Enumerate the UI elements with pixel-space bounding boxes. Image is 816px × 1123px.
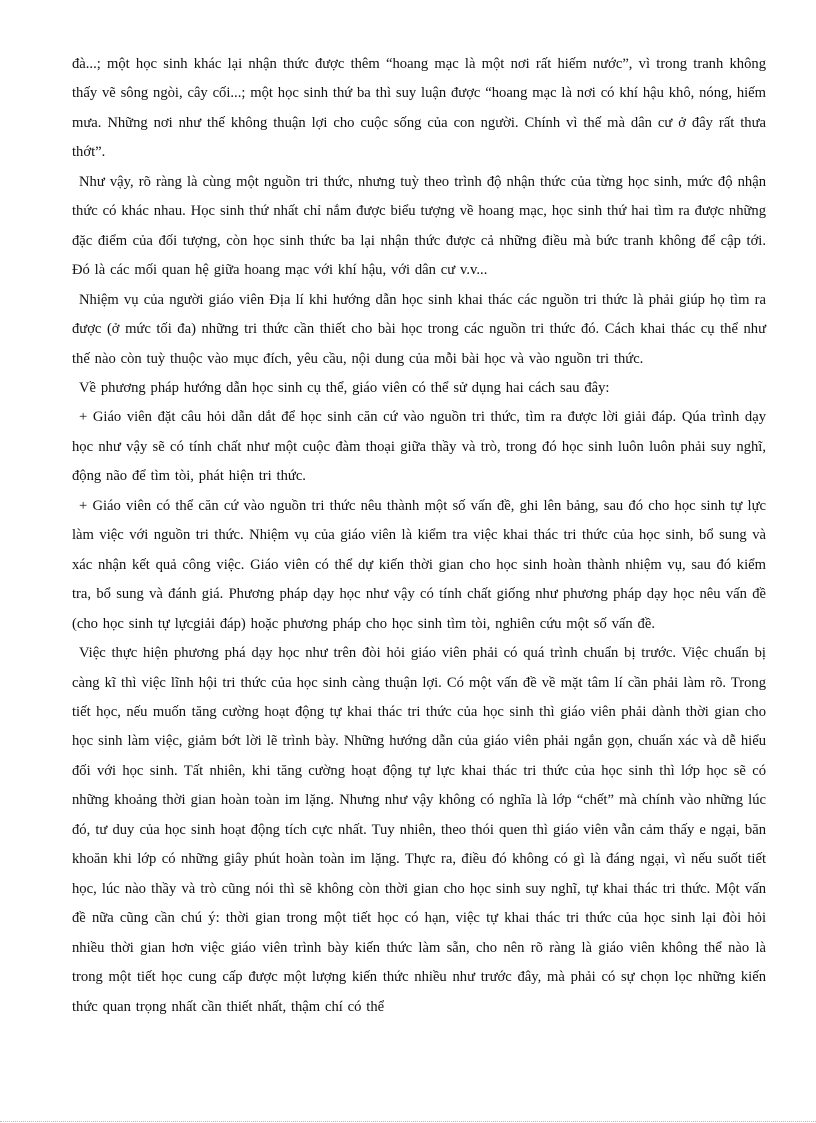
paragraph-6: + Giáo viên có thể căn cứ vào nguồn tri thức nêu thành một số vấn đề, ghi lên bảng, sau đó cho học sinh tự lực làm việc với nguồn tri thức. Nhiệm vụ của giáo viên là kiểm tra việc khai thác tri thức của học sinh, bổ sung và xác nhận kết quả công việc. Giáo viên có thể dự kiến thời gian cho học sinh hoàn thành nhiệm vụ, sau đó kiểm tra, bổ sung và đánh giá. Phương pháp dạy học như vậy có tính chất giống như phương pháp dạy học nêu vấn đề (cho học sinh tự lựcgiải đáp) hoặc phương pháp cho học sinh tìm tòi, nghiên cứu một số vấn đề. [72, 497, 766, 632]
paragraph-7: Việc thực hiện phương phá dạy học như trên đòi hỏi giáo viên phải có quá trình chuẩn bị trước. Việc chuẩn bị càng kĩ thì việc lĩnh hội tri thức của học sinh càng thuận lợi. Có một vấn đề về mặt tâm lí cần phải làm rõ. Trong tiết học, nếu muốn tăng cường hoạt động tự khai thác tri thức của học sinh thì giáo viên phải dành thời gian cho học sinh làm việc, giảm bớt lời lẽ trình bày. Những hướng dẫn của giáo viên phải ngắn gọn, chuẩn xác và dễ hiểu đối với học sinh. Tất nhiên, khi tăng cường hoạt động tự lực khai thác tri thức của học sinh thì lớp học sẽ có những khoảng thời gian hoàn toàn im lặng. Nhưng như vậy không có nghĩa là lớp “chết” mà chính vào những lúc đó, tư duy của học sinh hoạt động tích cực nhất. Tuy nhiên, theo thói quen thì giáo viên vẫn cảm thấy e ngại, băn khoăn khi lớp có những giây phút hoàn toàn im lặng. Thực ra, điều đó không có gì là đáng ngại, vì nếu suốt tiết học, lúc nào thầy và trò cũng nói thì sẽ không còn thời gian cho học sinh suy nghĩ, tự khai thác tri thức. Một vấn đề nữa cũng cần chú ý: thời gian trong một tiết học có hạn, việc tự khai thác tri thức của học sinh lại đòi hỏi nhiều thời gian hơn việc giáo viên trình bày kiến thức làm sẵn, cho nên rõ ràng là giáo viên không thể nào là trong một tiết học cung cấp được một lượng kiến thức nhiều như trước đây, mà phải có sự chọn lọc những kiến thức quan trọng nhất cần thiết nhất, thậm chí có thể [72, 645, 766, 1015]
paragraph-3: Nhiệm vụ của người giáo viên Địa lí khi hướng dẫn học sinh khai thác các nguồn tri thức là phải giúp họ tìm ra được (ở mức tối đa) những tri thức cần thiết cho bài học trong các nguồn tri thức đó. Cách khai thác cụ thể như thế nào còn tuỳ thuộc vào mục đích, yêu cầu, nội dung của mỗi bài học và vào nguồn tri thức. [72, 291, 766, 367]
paragraph-5: + Giáo viên đặt câu hỏi dẫn dắt để học sinh căn cứ vào nguồn tri thức, tìm ra được lời giải đáp. Qúa trình dạy học như vậy sẽ có tính chất như một cuộc đàm thoại giữa thầy và trò, trong đó học sinh luôn luôn phải suy nghĩ, động não để tìm tòi, phát hiện tri thức. [72, 409, 766, 485]
page-bottom-rule [0, 1121, 816, 1122]
body-text [72, 50, 766, 1022]
paragraph-4: Về phương pháp hướng dẫn học sinh cụ thể, giáo viên có thể sử dụng hai cách sau đây: [79, 379, 610, 396]
paragraph-2: Như vậy, rõ ràng là cùng một nguồn tri thức, nhưng tuỳ theo trình độ nhận thức của từng học sinh, mức độ nhận thức có khác nhau. Học sinh thứ nhất chỉ nắm được biểu tượng về hoang mạc, học sinh thứ hai tìm ra được những đặc điểm của đối tượng, còn học sinh thức ba lại nhận thức được cả những điều mà bức tranh không để cập tới. Đó là các mối quan hệ giữa hoang mạc với khí hậu, với dân cư v.v... [72, 173, 766, 279]
paragraph-1: đà...; một học sinh khác lại nhận thức được thêm “hoang mạc là một nơi rất hiếm nước”, vì trong tranh không thấy vẽ sông ngòi, cây cối...; một học sinh thứ ba thì suy luận được “hoang mạc là nơi có khí hậu khô, nóng, hiếm mưa. Những nơi như thế không thuận lợi cho cuộc sống của con người. Chính vì thế mà dân cư ở đây rất thưa thớt”. [72, 56, 766, 161]
